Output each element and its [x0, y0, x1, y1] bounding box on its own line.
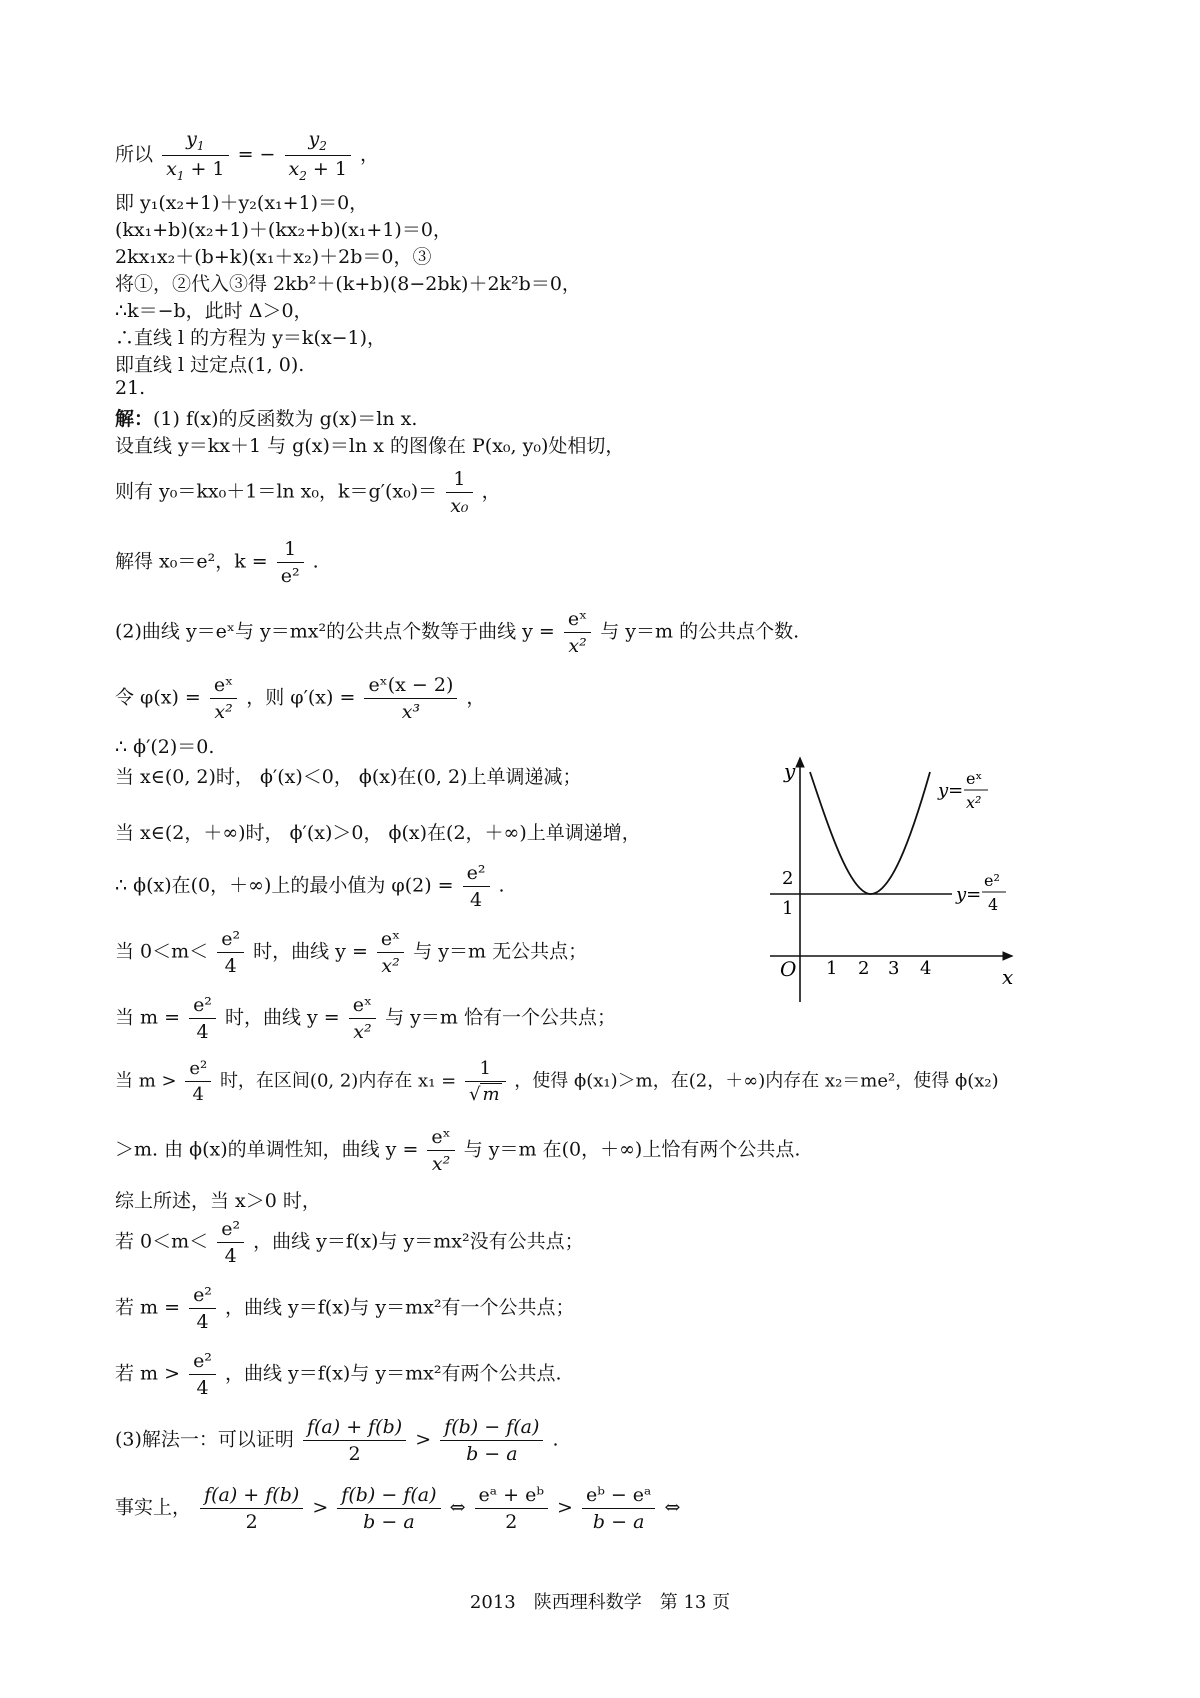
x-tick-3: 3: [888, 958, 900, 979]
text-line: 将①，②代入③得 2kb²＋(k+b)(8−2bk)＋2k²b＝0，: [115, 273, 581, 295]
text-line: ∴k＝−b，此时 Δ＞0，: [115, 300, 313, 322]
x-tick-2: 2: [858, 958, 870, 979]
equation-line: 解得 x₀＝e²，k = $\frac{1}{\text{e²}}$ .: [115, 538, 319, 587]
text-line: 当 x∈(2，＋∞)时， ϕ′(x)＞0， ϕ(x)在(2，＋∞)上单调递增，: [115, 822, 641, 844]
equation-line: 则有 y₀＝kx₀＋1＝ln x₀，k＝g′(x₀)＝ $\frac{1}{\text{x₀}}$ ，: [115, 468, 501, 517]
text-line: ∴直线 l 的方程为 y＝k(x−1)，: [115, 327, 386, 349]
text-line: 即直线 l 过定点(1, 0).: [115, 354, 305, 376]
equation-line: 当 m > $\frac{\text{e²}}{4}$ 时，在区间(0, 2)内存在 x₁ = $\frac{1}{√ m}$ ，使得 ϕ(x₁)＞m，在(2，＋∞)内存在 x₂＝me²，使得 ϕ(x₂): [115, 1058, 999, 1105]
text-line: (kx₁+b)(x₂+1)＋(kx₂+b)(x₁+1)＝0，: [115, 219, 452, 241]
x-tick-4: 4: [920, 958, 932, 979]
x-axis-label: x: [1002, 965, 1014, 989]
curve-label-num: eˣ: [966, 769, 983, 788]
problem-number: 21.: [115, 377, 146, 399]
curve-label-prefix: y=: [938, 780, 964, 801]
equation-line: (3)解法一：可以证明 $\frac{f(a) + f(b)}{2}$ > $\frac{f(b) - f(a)}{b - a}$ .: [115, 1416, 559, 1465]
text-line: ∴ ϕ′(2)＝0.: [115, 736, 215, 758]
equation-line: 若 m = $\frac{\text{e²}}{4}$ ，曲线 y＝f(x)与 y＝mx²有一个公共点；: [115, 1284, 575, 1333]
y-tick-2: 2: [782, 868, 794, 889]
equation-line: 当 m = $\frac{\text{e²}}{4}$ 时，曲线 y = $\frac{\text{eˣ}}{\text{x²}}$ 与 y＝m 恰有一个公共点；: [115, 994, 616, 1043]
function-graph: [770, 752, 1030, 1012]
text-line: 设直线 y＝kx＋1 与 g(x)＝ln x 的图像在 P(x₀, y₀)处相切，: [115, 435, 625, 457]
equation-line: ∴ ϕ(x)在(0，＋∞)上的最小值为 φ(2) = $\frac{\text{e²}}{4}$ .: [115, 862, 505, 911]
equation-line: 事实上， $\frac{f(a) + f(b)}{2}$ > $\frac{f(b) - f(a)}{b - a}$ ⇔ $\frac{\text{eᵃ + eᵇ}}{2}$ > $\frac{\text{eᵇ − eᵃ}}{b - a}$ ⇔: [115, 1484, 681, 1533]
y-tick-1: 1: [782, 898, 794, 919]
line-label-num: e²: [984, 871, 1000, 890]
fraction: $\frac{y_2}{x_2 + 1}$: [285, 128, 351, 183]
equation-line: 若 m > $\frac{\text{e²}}{4}$ ，曲线 y＝f(x)与 y＝mx²有两个公共点.: [115, 1350, 562, 1399]
text-line: 即 y₁(x₂+1)＋y₂(x₁+1)＝0，: [115, 192, 369, 214]
fraction: $\frac{y_1}{x_1 + 1}$: [162, 128, 228, 183]
text-line: 当 x∈(0, 2)时， ϕ′(x)＜0， ϕ(x)在(0, 2)上单调递减；: [115, 766, 582, 788]
x-tick-1: 1: [826, 958, 838, 979]
equation-line: 若 0＜m＜ $\frac{\text{e²}}{4}$ ，曲线 y＝f(x)与 y＝mx²没有公共点；: [115, 1218, 584, 1267]
origin-label: O: [780, 957, 797, 981]
equation-line: ＞m. 由 ϕ(x)的单调性知，曲线 y = $\frac{\text{eˣ}}{\text{x²}}$ 与 y＝m 在(0，＋∞)上恰有两个公共点.: [115, 1126, 801, 1175]
equation-line-1: 所以 $\frac{y_1}{x_1 + 1}$ = − $\frac{y_2}{x_2 + 1}$ ，: [115, 128, 380, 183]
text-line: 2kx₁x₂＋(b+k)(x₁＋x₂)＋2b＝0，③: [115, 246, 432, 268]
curve-label-den: x²: [966, 793, 982, 812]
curve-ex-over-x2: [810, 772, 930, 894]
text-line: 综上所述，当 x＞0 时，: [115, 1190, 321, 1212]
equation-line: 当 0＜m＜ $\frac{\text{e²}}{4}$ 时，曲线 y = $\frac{\text{eˣ}}{\text{x²}}$ 与 y＝m 无公共点；: [115, 928, 588, 977]
solution-start: 解：(1) f(x)的反函数为 g(x)＝ln x.: [115, 408, 418, 430]
line-label-prefix: y=: [956, 884, 982, 905]
page-footer: 2013 陕西理科数学 第 13 页: [469, 1592, 731, 1613]
line-label-den: 4: [988, 895, 999, 914]
y-axis-label: y: [784, 759, 796, 783]
equation-line: 令 φ(x) = $\frac{\text{eˣ}}{\text{x²}}$ ，则 φ′(x) = $\frac{\text{eˣ(x − 2)}}{\text{x³}}$ ，: [115, 674, 486, 723]
equation-line: (2)曲线 y＝eˣ与 y＝mx²的公共点个数等于曲线 y = $\frac{\text{eˣ}}{\text{x²}}$ 与 y＝m 的公共点个数.: [115, 608, 800, 657]
